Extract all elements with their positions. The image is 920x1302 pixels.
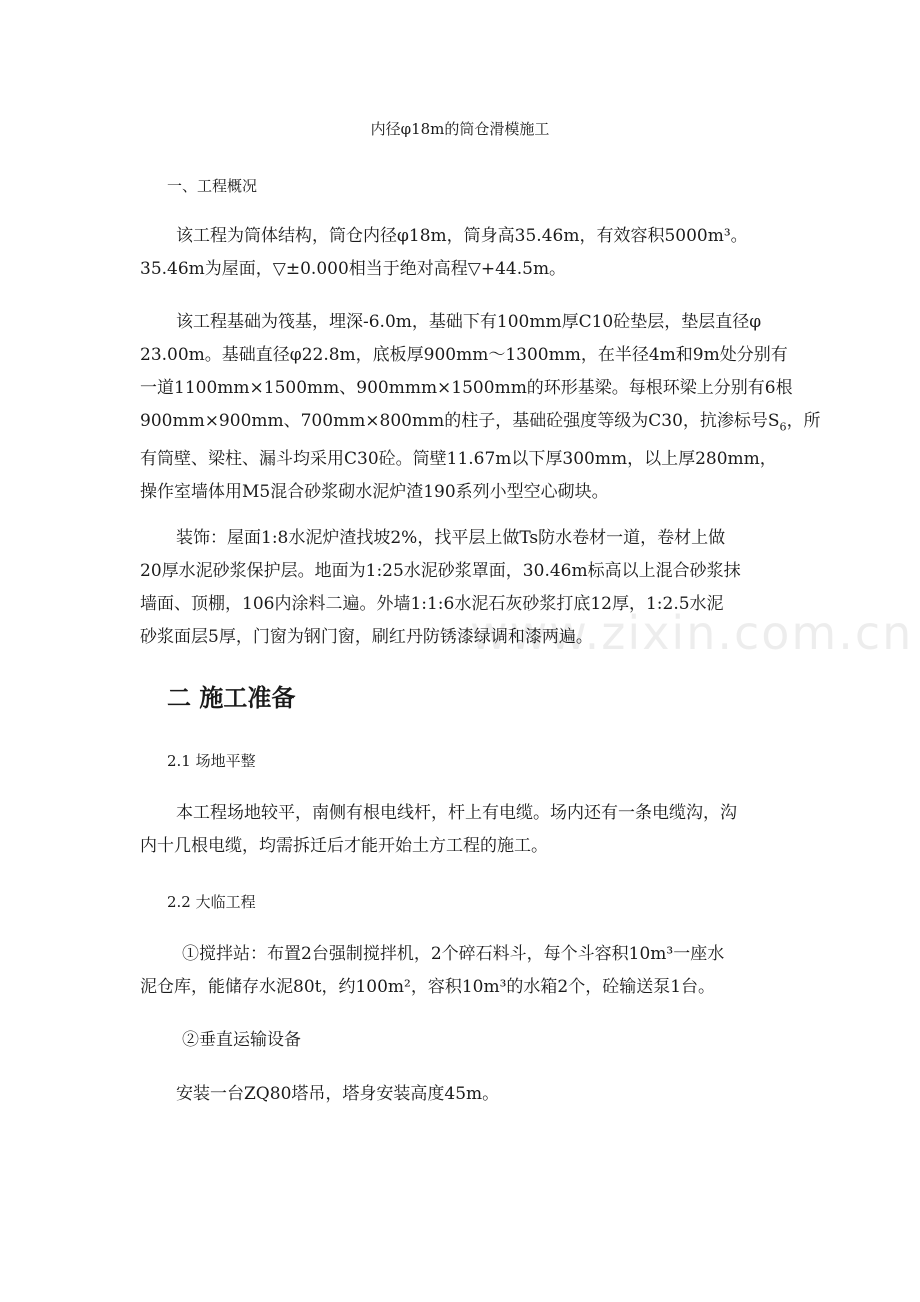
section-2-heading: 二 施工准备 bbox=[167, 684, 296, 712]
subscript-text: 6 bbox=[779, 420, 787, 434]
text-line bbox=[140, 405, 821, 443]
section-2-1-heading: 2.1 场地平整 bbox=[167, 752, 256, 770]
text-segment: ，所 bbox=[786, 411, 821, 431]
text-line: 35.46m为屋面，▽±0.000相当于绝对高程▽+44.5m。 bbox=[140, 259, 567, 279]
section-1-heading: 一、工程概况 bbox=[167, 177, 258, 195]
paragraph-mixing-station bbox=[140, 938, 724, 1004]
text-line: 该工程为筒体结构，筒仓内径φ18m，筒身高35.46m，有效容积5000m³。 bbox=[176, 226, 748, 246]
paragraph-tower-crane: 安装一台ZQ80塔吊，塔身安装高度45m。 bbox=[176, 1084, 500, 1104]
paragraph-foundation bbox=[140, 306, 821, 509]
text-line: 23.00m。基础直径φ22.8m，底板厚900mm～1300mm，在半径4m和9m处分别有 bbox=[140, 345, 788, 365]
text-line: 内十几根电缆，均需拆迁后才能开始土方工程的施工。 bbox=[140, 836, 548, 856]
text-line: 该工程基础为筏基，埋深-6.0m，基础下有100mm厚C10砼垫层，垫层直径φ bbox=[176, 312, 762, 332]
text-segment: 900mm×900mm、700mm×800mm的柱子，基础砼强度等级为C30，抗渗标号S bbox=[140, 411, 780, 431]
text-line: 本工程场地较平，南侧有根电线杆，杆上有电缆。场内还有一条电缆沟，沟 bbox=[176, 803, 737, 823]
document-title: 内径φ18m的筒仓滑模施工 bbox=[370, 120, 550, 138]
text-line: 操作室墙体用M5混合砂浆砌水泥炉渣190系列小型空心砌块。 bbox=[140, 482, 609, 503]
paragraph-decoration bbox=[140, 522, 741, 654]
text-line: ①搅拌站：布置2台强制搅拌机，2个碎石料斗，每个斗容积10m³一座水 bbox=[182, 944, 725, 964]
watermark-text: www.zixin.com.cn bbox=[470, 606, 914, 660]
paragraph-site-leveling bbox=[140, 797, 737, 863]
text-line: 装饰：屋面1:8水泥炉渣找坡2%，找平层上做Ts防水卷材一道，卷材上做 bbox=[176, 528, 726, 548]
text-line: 墙面、顶棚，106内涂料二遍。外墙1:1:6水泥石灰砂浆打底12厚，1:2.5水泥 bbox=[140, 594, 724, 614]
text-line: 20厚水泥砂浆保护层。地面为1:25水泥砂浆罩面，30.46m标高以上混合砂浆抹 bbox=[140, 561, 741, 581]
text-line: 一道1100mm×1500mm、900mmm×1500mm的环形基梁。每根环梁上分别有6根 bbox=[140, 378, 793, 398]
list-item-vertical-transport: ②垂直运输设备 bbox=[182, 1030, 301, 1050]
text-line: 有筒壁、梁柱、漏斗均采用C30砼。筒壁11.67m以下厚300mm，以上厚280mm， bbox=[140, 449, 777, 470]
text-line: 泥仓库，能储存水泥80t，约100m²，容积10m³的水箱2个，砼输送泵1台。 bbox=[140, 977, 716, 997]
text-line: 砂浆面层5厚，门窗为钢门窗，刷红丹防锈漆绿调和漆两遍。 bbox=[140, 627, 593, 647]
paragraph-overview bbox=[140, 220, 748, 286]
section-2-2-heading: 2.2 大临工程 bbox=[167, 893, 256, 911]
